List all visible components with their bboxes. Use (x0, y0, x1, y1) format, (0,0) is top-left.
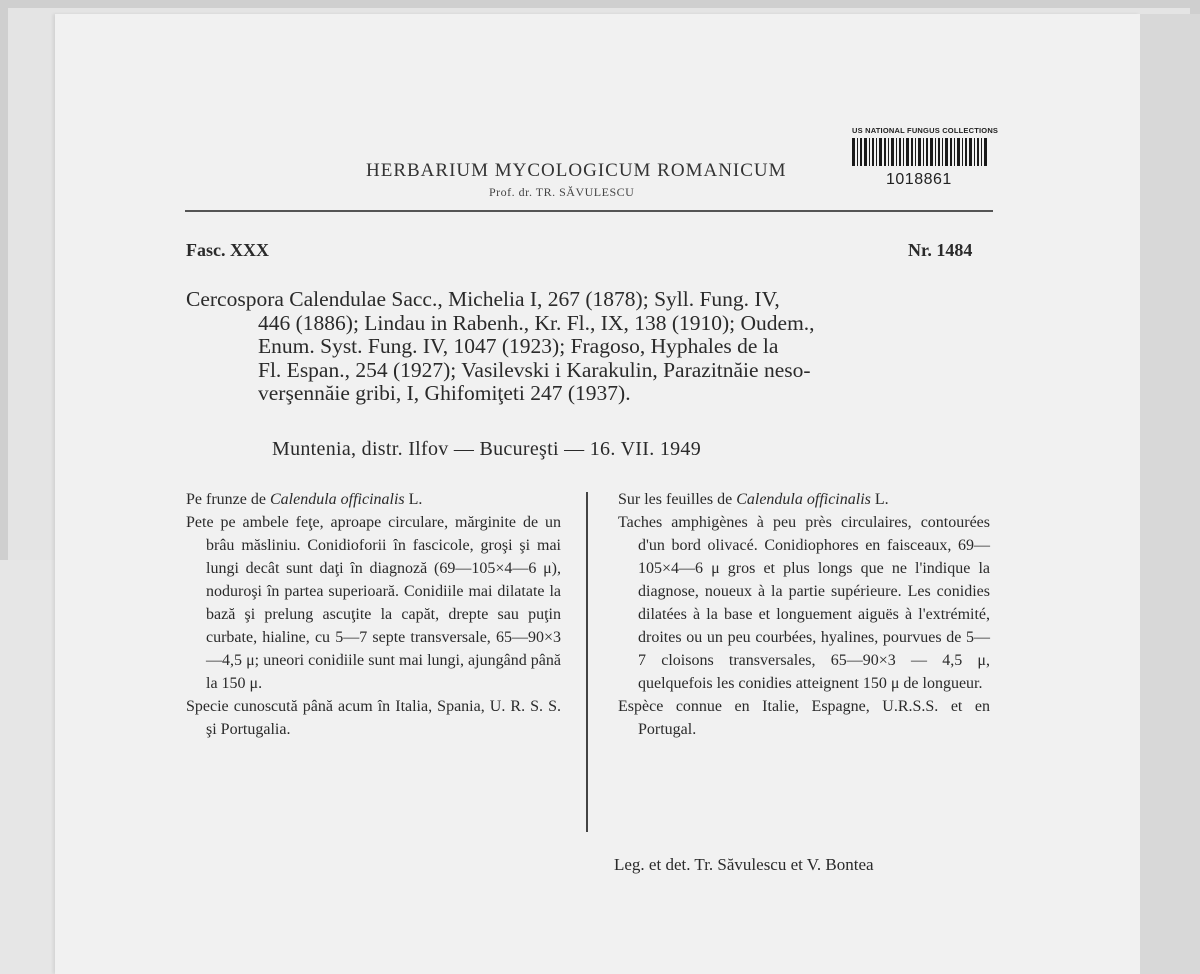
french-description (618, 488, 990, 741)
barcode-label: US NATIONAL FUNGUS COLLECTIONS (852, 126, 999, 135)
citation-line: Cercospora Calendulae Sacc., Michelia I, 267 (1878); Syll. Fung. IV, (186, 287, 780, 311)
distribution-text: Espèce connue en Italie, Espagne, U.R.S.S. et en Portugal. (618, 698, 990, 738)
description-text: Pete pe ambele feţe, aproape circulare, mărginite de un brâu măsliniu. Conidioforii în fascicole, groşi şi mai lungi decât sunt daţi în diagnoză (69—105×4—6 μ), noduroşi în partea superioară. Conidiile mai dilatate la bază şi prelung ascuţite la capăt, drepte sau puţin curbate, hialine, cu 5—7 septe transversale, 65—90×3—4,5 μ; uneori conidiile sunt mai lungi, ajungând până la 150 μ. (186, 514, 561, 692)
background-strip-left (0, 560, 55, 974)
host-line: Pe frunze de Calendula officinalis L. (186, 491, 423, 508)
host-species: Calendula officinalis (269, 491, 405, 508)
species-citation (186, 288, 991, 406)
specimen-number: Nr. 1484 (908, 240, 973, 260)
barcode-number: 1018861 (886, 171, 952, 188)
description-text: Taches amphigènes à peu près circulaires, contourées d'un bord olivacé. Conidiophores en faisceaux, 69—105×4—6 μ gros et plus longs que ne l'indique la diagnose, noueux à la partie supérieure. Les conidies dilatées à la base et longuement aiguës à l'extrémité, droites ou un peu courbées, hyalines, pourvues de 5—7 cloisons transversales, 65—90×3 — 4,5 μ, quelquefois les conidies atteignent 150 μ de longueur. (618, 514, 990, 692)
host-line: Sur les feuilles de Calendula officinalis L. (618, 491, 889, 508)
collector-credit: Leg. et det. Tr. Săvulescu et V. Bontea (614, 855, 874, 874)
citation-line: Enum. Syst. Fung. IV, 1047 (1923); Fragoso, Hyphales de la (258, 334, 779, 358)
header-rule (185, 210, 993, 212)
citation-line: verşennăie gribi, I, Ghifomiţeti 247 (1937). (258, 381, 631, 405)
herbarium-title: HERBARIUM MYCOLOGICUM ROMANICUM (366, 160, 787, 181)
fascicle-number: Fasc. XXX (186, 240, 269, 260)
column-divider (586, 492, 588, 832)
distribution-text: Specie cunoscută până acum în Italia, Spania, U. R. S. S. şi Portugalia. (186, 698, 561, 738)
locality-date: Muntenia, distr. Ilfov — Bucureşti — 16. VII. 1949 (272, 438, 702, 460)
barcode-sticker (852, 126, 999, 190)
barcode-icon (852, 138, 988, 166)
citation-line: Fl. Espan., 254 (1927); Vasilevski i Karakulin, Parazitnăie neso- (258, 357, 811, 382)
citation-line: 446 (1886); Lindau in Rabenh., Kr. Fl., IX, 138 (1910); Oudem., (258, 310, 815, 335)
herbarium-subtitle: Prof. dr. TR. SĂVULESCU (489, 185, 635, 199)
background-strip-right (1140, 14, 1200, 974)
romanian-description (186, 488, 561, 741)
host-species: Calendula officinalis (736, 491, 871, 508)
